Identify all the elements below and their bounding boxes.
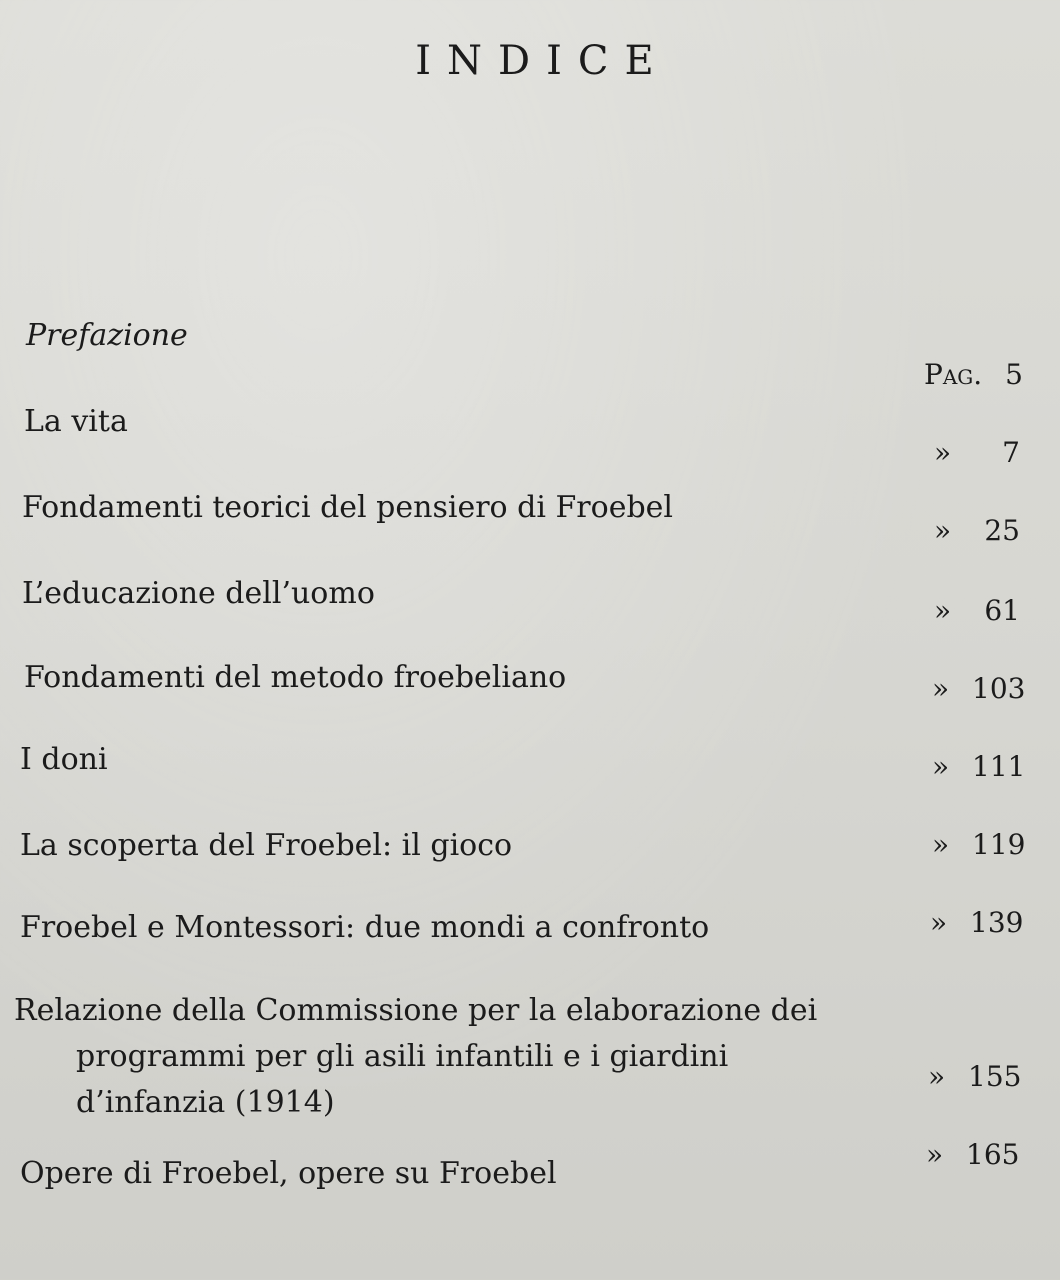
entry-i-doni-page <box>932 750 1026 783</box>
entry-scoperta-gioco-label: La scoperta del Froebel: il gioco <box>20 828 513 863</box>
entry-fondamenti-metodo-page <box>932 672 1026 705</box>
page-number: 7 <box>1002 436 1020 469</box>
entry-i-doni-label: I doni <box>20 742 108 777</box>
entry-educazione-uomo-label: L’educazione dell’uomo <box>22 576 375 611</box>
page-number: 165 <box>966 1138 1020 1171</box>
page-marker: » <box>932 828 950 861</box>
page-marker: » <box>934 436 952 469</box>
entry-relazione-line-2: programmi per gli asili infantili e i giardini <box>76 1039 729 1074</box>
entry-relazione-line-3: d’infanzia (1914) <box>76 1085 335 1120</box>
page-number: 119 <box>972 828 1026 861</box>
page-number: 155 <box>968 1060 1022 1093</box>
page-number: 139 <box>970 906 1024 939</box>
entry-relazione-page <box>928 1060 1022 1093</box>
entry-relazione-line-1: Relazione della Commissione per la elaborazione dei <box>14 993 818 1028</box>
entry-prefazione-label: Prefazione <box>26 318 188 353</box>
entry-opere-page <box>926 1138 1020 1171</box>
page-marker: » <box>930 906 948 939</box>
page-number: 61 <box>984 594 1020 627</box>
entry-fondamenti-teorici-label: Fondamenti teorici del pensiero di Froebel <box>22 490 674 525</box>
page-marker: » <box>932 672 950 705</box>
page-marker: » <box>932 750 950 783</box>
page-marker: » <box>934 594 952 627</box>
entry-educazione-uomo-page <box>934 594 1020 627</box>
page-number: 5 <box>1005 358 1023 391</box>
page-marker: Pag. <box>924 358 983 391</box>
entry-froebel-montessori-label: Froebel e Montessori: due mondi a confronto <box>20 910 710 945</box>
entry-relazione-commissione <box>14 988 844 1126</box>
entry-fondamenti-metodo-label: Fondamenti del metodo froebeliano <box>24 660 567 695</box>
entry-prefazione-page <box>924 358 1023 391</box>
entry-fondamenti-teorici-page <box>934 514 1020 547</box>
entry-scoperta-gioco-page <box>932 828 1026 861</box>
page-number: 25 <box>984 514 1020 547</box>
entry-froebel-montessori-page <box>930 906 1024 939</box>
entry-la-vita-label: La vita <box>24 404 128 439</box>
page-number: 111 <box>972 750 1026 783</box>
page-marker: » <box>926 1138 944 1171</box>
page-marker: » <box>934 514 952 547</box>
entry-opere-label: Opere di Froebel, opere su Froebel <box>20 1156 557 1191</box>
index-title: INDICE <box>415 38 670 84</box>
page-number: 103 <box>972 672 1026 705</box>
page-marker: » <box>928 1060 946 1093</box>
entry-la-vita-page <box>934 436 1020 469</box>
